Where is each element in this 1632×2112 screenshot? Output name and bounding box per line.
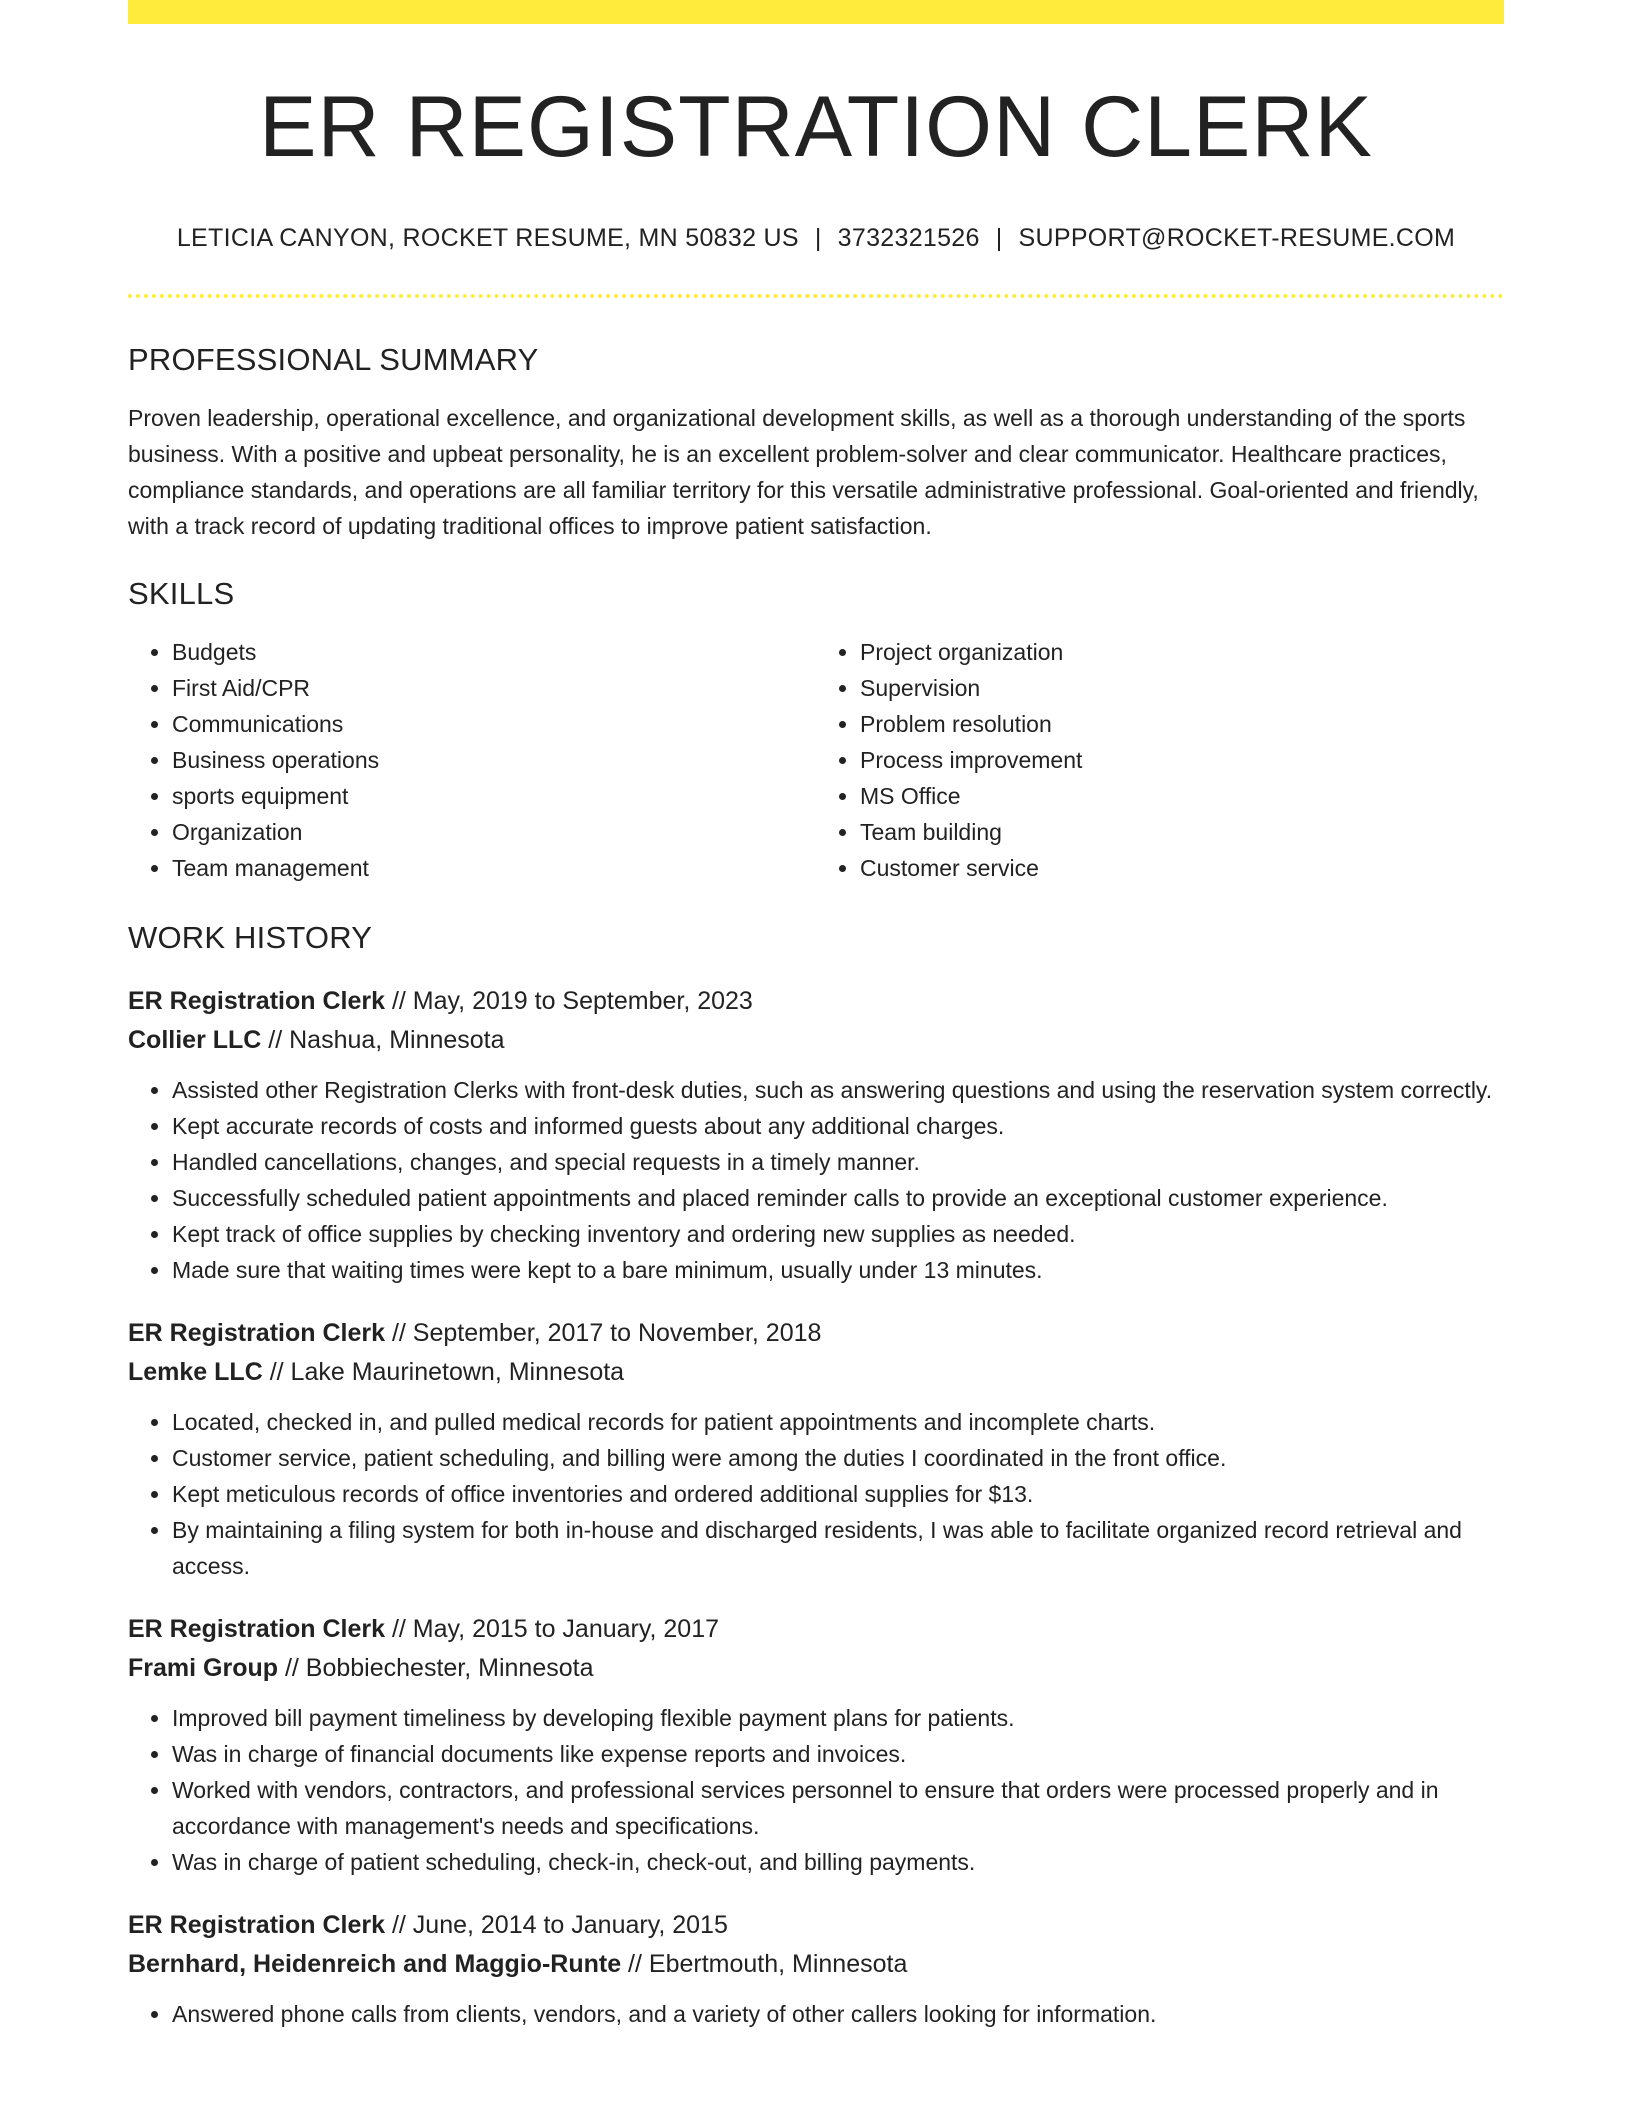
skills-heading: SKILLS xyxy=(128,576,235,611)
skill-item: • Team management xyxy=(172,850,816,886)
job-company: Lemke LLC xyxy=(128,1358,263,1386)
job-bullets xyxy=(128,1996,1504,2032)
job-dates: // June, 2014 to January, 2015 xyxy=(385,1911,728,1939)
skill-item: • First Aid/CPR xyxy=(172,670,816,706)
job-company-line xyxy=(128,1353,1504,1392)
job-company-line xyxy=(128,1649,1504,1688)
job-company: Collier LLC xyxy=(128,1026,262,1054)
job-bullet: • Kept accurate records of costs and informed guests about any additional charges. xyxy=(172,1108,1504,1144)
skills-list-left xyxy=(128,634,816,886)
job-bullet: • Handled cancellations, changes, and special requests in a timely manner. xyxy=(172,1144,1504,1180)
job-entry xyxy=(128,1314,1504,1584)
job-title-line xyxy=(128,982,1504,1021)
job-title-line xyxy=(128,1314,1504,1353)
job-company-line xyxy=(128,1021,1504,1060)
contact-address: LETICIA CANYON, ROCKET RESUME, MN 50832 US xyxy=(176,224,799,252)
skill-item: • Problem resolution xyxy=(860,706,1504,742)
accent-top-bar xyxy=(128,0,1504,24)
job-bullets xyxy=(128,1072,1504,1288)
skill-item: • Customer service xyxy=(860,850,1504,886)
skills-grid xyxy=(128,634,1504,886)
skill-item: • Supervision xyxy=(860,670,1504,706)
skill-item: • Business operations xyxy=(172,742,816,778)
job-title-line xyxy=(128,1906,1504,1945)
job-bullet: • Kept meticulous records of office inventories and ordered additional supplies for $13. xyxy=(172,1476,1504,1512)
summary-text: Proven leadership, operational excellence, and organizational development skills, as well as a thorough understanding of the sports business. With a positive and upbeat personality, he is an excellent problem-solver and clear communicator. Healthcare practices, compliance standards, and operations are all familiar territory for this versatile administrative professional. Goal-oriented and friendly, with a track record of updating traditional offices to improve patient satisfaction. xyxy=(128,405,1479,539)
job-bullet: • Improved bill payment timeliness by developing flexible payment plans for patients. xyxy=(172,1700,1504,1736)
skill-item: • Project organization xyxy=(860,634,1504,670)
job-company: Bernhard, Heidenreich and Maggio-Runte xyxy=(128,1950,622,1978)
skill-item: • Communications xyxy=(172,706,816,742)
contact-phone: 3732321526 xyxy=(837,224,980,252)
job-title: ER Registration Clerk xyxy=(128,987,386,1015)
skill-item: • Process improvement xyxy=(860,742,1504,778)
contact-separator: | xyxy=(995,224,1003,252)
job-company: Frami Group xyxy=(128,1654,279,1682)
job-title: ER Registration Clerk xyxy=(128,1319,386,1347)
job-dates: // May, 2019 to September, 2023 xyxy=(385,987,753,1015)
job-bullet: • Located, checked in, and pulled medical records for patient appointments and incomplete charts. xyxy=(172,1404,1504,1440)
dotted-divider xyxy=(128,294,1504,298)
job-location: // Bobbiechester, Minnesota xyxy=(278,1654,594,1682)
job-bullet: • Kept track of office supplies by checking inventory and ordering new supplies as needed. xyxy=(172,1216,1504,1252)
job-title: ER Registration Clerk xyxy=(128,1615,386,1643)
contact-separator: | xyxy=(814,224,822,252)
job-bullet: • Customer service, patient scheduling, and billing were among the duties I coordinated in the front office. xyxy=(172,1440,1504,1476)
job-bullet: • Was in charge of financial documents like expense reports and invoices. xyxy=(172,1736,1504,1772)
job-entry xyxy=(128,1610,1504,1880)
job-location: // Ebertmouth, Minnesota xyxy=(621,1950,908,1978)
job-dates: // May, 2015 to January, 2017 xyxy=(385,1615,720,1643)
job-bullet: • Assisted other Registration Clerks with front-desk duties, such as answering questions and using the reservation system correctly. xyxy=(172,1072,1504,1108)
resume-page xyxy=(128,0,1504,2032)
job-bullet: • Made sure that waiting times were kept to a bare minimum, usually under 13 minutes. xyxy=(172,1252,1504,1288)
job-bullet: • Worked with vendors, contractors, and professional services personnel to ensure that orders were processed properly and in accordance with management's needs and specifications. xyxy=(172,1772,1504,1844)
job-title: ER Registration Clerk xyxy=(128,1911,386,1939)
skill-item: • Team building xyxy=(860,814,1504,850)
resume-title: ER REGISTRATION CLERK xyxy=(259,79,1373,175)
job-bullet: • Was in charge of patient scheduling, check-in, check-out, and billing payments. xyxy=(172,1844,1504,1880)
skill-item: • Organization xyxy=(172,814,816,850)
job-bullets xyxy=(128,1404,1504,1584)
job-bullet: • Successfully scheduled patient appointments and placed reminder calls to provide an exceptional customer experience. xyxy=(172,1180,1504,1216)
skills-list-right xyxy=(816,634,1504,886)
skill-item: • MS Office xyxy=(860,778,1504,814)
contact-email: SUPPORT@ROCKET-RESUME.COM xyxy=(1018,224,1456,252)
summary-heading: PROFESSIONAL SUMMARY xyxy=(128,342,539,377)
job-bullet: • Answered phone calls from clients, vendors, and a variety of other callers looking for information. xyxy=(172,1996,1504,2032)
job-bullet: • By maintaining a filing system for both in-house and discharged residents, I was able to facilitate organized record retrieval and access. xyxy=(172,1512,1504,1584)
job-title-line xyxy=(128,1610,1504,1649)
work-history-heading: WORK HISTORY xyxy=(128,920,373,955)
job-entry xyxy=(128,1906,1504,2032)
skill-item: • sports equipment xyxy=(172,778,816,814)
job-bullets xyxy=(128,1700,1504,1880)
job-entry xyxy=(128,982,1504,1288)
skill-item: • Budgets xyxy=(172,634,816,670)
contact-line xyxy=(128,224,1504,253)
job-location: // Lake Maurinetown, Minnesota xyxy=(262,1358,625,1386)
job-location: // Nashua, Minnesota xyxy=(261,1026,505,1054)
job-company-line xyxy=(128,1945,1504,1984)
job-dates: // September, 2017 to November, 2018 xyxy=(385,1319,822,1347)
